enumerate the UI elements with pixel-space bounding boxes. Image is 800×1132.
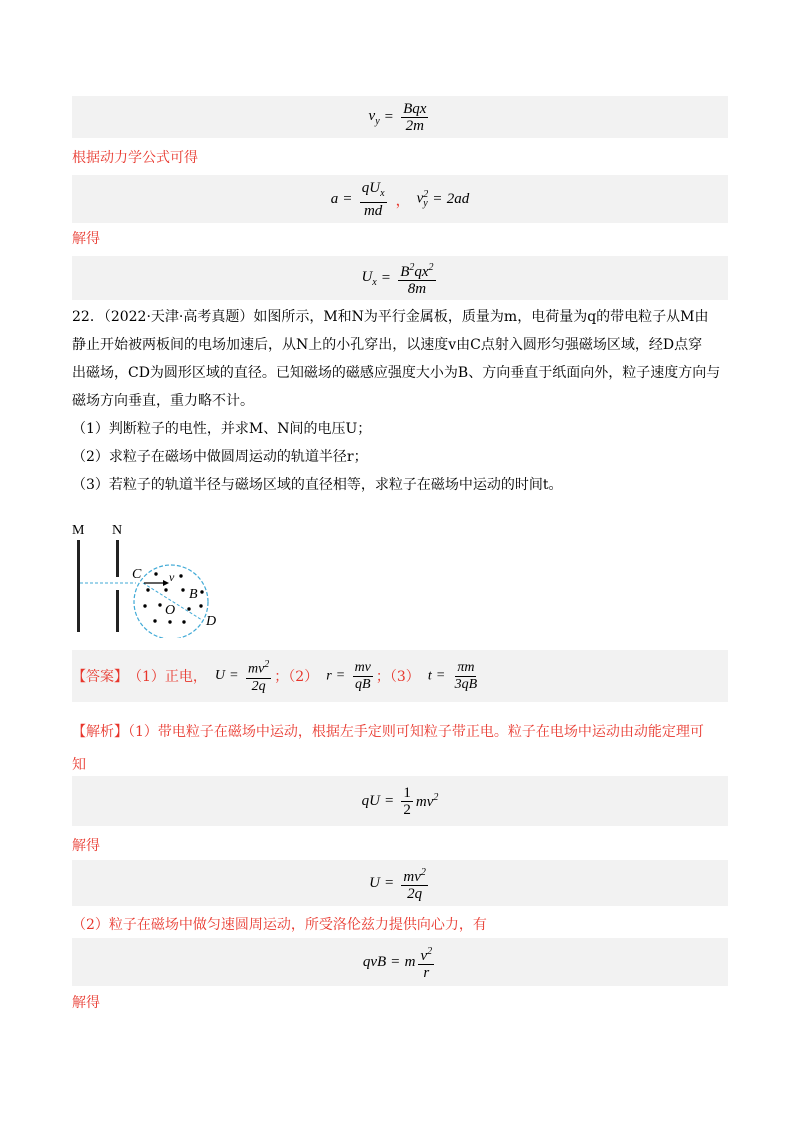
analysis-line-2: （2）粒子在磁场中做匀速圆周运动，所受洛伦兹力提供向心力，有 bbox=[72, 917, 487, 933]
answer-formula-U: U = $\frac{mv^2}{2q}$ bbox=[214, 659, 270, 694]
answer-part-3: ；（3） bbox=[375, 669, 420, 685]
jiede-2: 解得 bbox=[72, 838, 100, 854]
sub-question-2: （2）求粒子在磁场中做圆周运动的轨道半径r； bbox=[72, 449, 368, 465]
plate-M bbox=[77, 540, 80, 632]
plate-N-upper bbox=[116, 540, 119, 577]
answer-part-1: （1）正电， bbox=[128, 669, 207, 685]
analysis-line-1b: 知 bbox=[72, 757, 86, 773]
label-O: O bbox=[165, 603, 176, 618]
jiede-3: 解得 bbox=[72, 995, 100, 1011]
answer-formula-r: r = $\frac{mv}{qB}$ bbox=[326, 659, 371, 692]
question-line-2: 静止开始被两板间的电场加速后，从N上的小孔穿出，以速度v由C点射入圆形匀强磁场区域，经D点穿 bbox=[72, 337, 703, 353]
question-line-1: 22．（2022·天津·高考真题）如图所示，M和N为平行金属板，质量为m，电荷量为q的带电粒子从M由 bbox=[72, 309, 709, 325]
analysis-line-1 bbox=[72, 722, 704, 742]
analysis-tag: 【解析】 bbox=[72, 724, 128, 740]
question-line-3: 出磁场，CD为圆形区域的直径。已知磁场的磁感应强度大小为B、方向垂直于纸面向外，粒子速度方向与 bbox=[72, 365, 721, 381]
label-M: M bbox=[72, 523, 85, 538]
label-C: C bbox=[132, 567, 142, 582]
step-dynamics: 根据动力学公式可得 bbox=[72, 150, 198, 166]
formula-acceleration: a = $\frac{qU_x}{md}$ ， v 2 y = 2ad bbox=[72, 175, 728, 223]
plate-N-lower bbox=[116, 590, 119, 632]
sub-question-1: （1）判断粒子的电性，并求M、N间的电压U； bbox=[72, 421, 372, 437]
analysis-text-1: （1）带电粒子在磁场中运动，根据左手定则可知粒子带正电。粒子在电场中运动由动能定理可 bbox=[128, 724, 704, 740]
formula-energy: qU = $\frac{1}{2}$ $mv^2$ bbox=[72, 776, 728, 826]
answer-part-2: ；（2） bbox=[274, 669, 319, 685]
formula-vy: $v_y$ = $\frac{\text{Bqx}}{2m}$ bbox=[72, 96, 728, 138]
formula-ux: $U_x$ = $\frac{B^2qx^2}{8m}$ bbox=[72, 256, 728, 300]
question-22 bbox=[72, 303, 732, 499]
answer-formula-t: t = $\frac{\pi m}{3qB}$ bbox=[427, 659, 478, 692]
formula-U: U = $\frac{mv^2}{2q}$ bbox=[72, 860, 728, 906]
label-N: N bbox=[112, 523, 123, 538]
physics-figure bbox=[66, 518, 236, 638]
label-v: v bbox=[169, 570, 175, 584]
sub-question-3: （3）若粒子的轨道半径与磁场区域的直径相等，求粒子在磁场中运动的时间t。 bbox=[72, 477, 563, 493]
jiede-1: 解得 bbox=[72, 231, 100, 247]
label-D: D bbox=[206, 614, 217, 629]
formula-lorentz: qvB = m $\frac{v^2}{r}$ bbox=[72, 938, 728, 986]
label-B: B bbox=[189, 587, 198, 602]
question-line-4: 磁场方向垂直，重力略不计。 bbox=[72, 393, 254, 409]
answer-tag: 【答案】 bbox=[72, 669, 128, 685]
answer-row bbox=[72, 650, 728, 702]
